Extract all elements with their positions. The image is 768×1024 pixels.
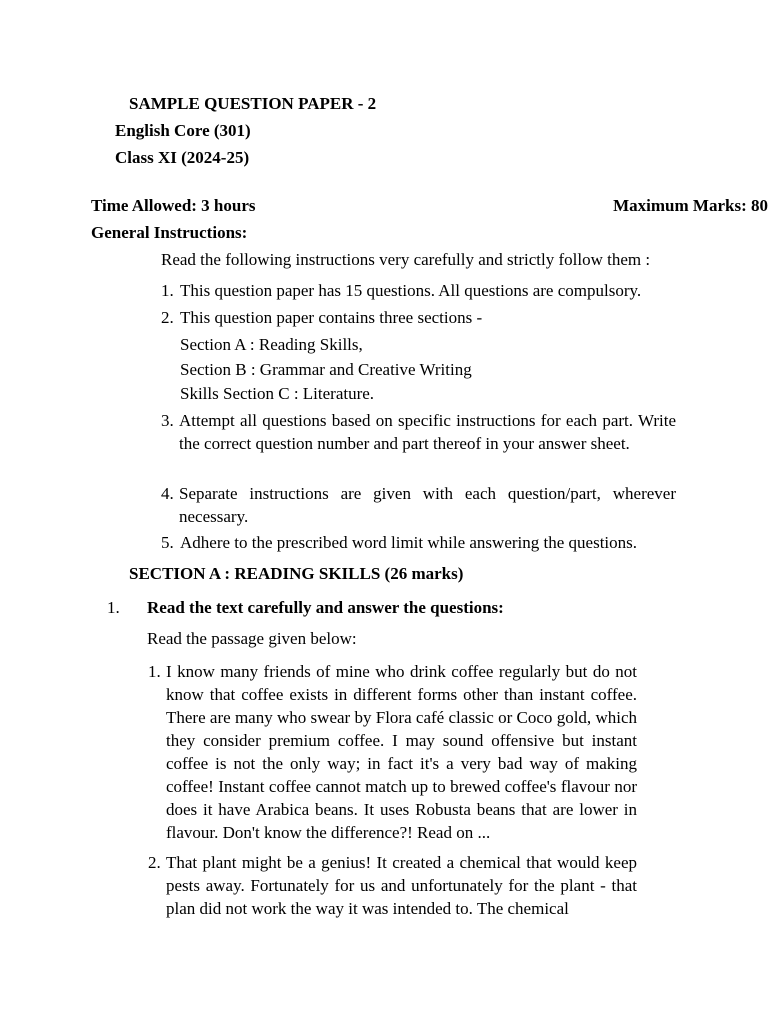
instructions-intro: Read the following instructions very carefully and strictly follow them : — [161, 250, 651, 269]
paper-title: SAMPLE QUESTION PAPER - 2 — [129, 94, 377, 113]
instruction-number: 4. — [161, 484, 174, 503]
instruction-text: This question paper has 15 questions. All questions are compulsory. — [180, 281, 642, 300]
instruction-text: Adhere to the prescribed word limit while answering the questions. — [180, 533, 637, 552]
instruction-number: 5. — [161, 533, 174, 552]
instruction-number: 3. — [161, 411, 174, 430]
instruction-text: Separate instructions are given with each question/part, wherever necessary. — [179, 484, 676, 526]
instruction-number: 2. — [161, 308, 174, 327]
passage-lead: Read the passage given below: — [147, 629, 357, 648]
section-a-heading: SECTION A : READING SKILLS (26 marks) — [129, 564, 464, 583]
time-allowed: Time Allowed: 3 hours — [91, 196, 256, 215]
maximum-marks: Maximum Marks: 80 — [613, 196, 768, 215]
passage-paragraph: That plant might be a genius! It created a chemical that would keep pests away. Fortunately for us and unfortunately for the plant - that plan did not work the way it was intended to. The chemical — [166, 853, 637, 918]
section-list-item: Skills Section C : Literature. — [180, 384, 375, 403]
question-number: 1. — [107, 598, 120, 617]
class-line: Class XI (2024-25) — [115, 148, 250, 167]
instructions-heading: General Instructions: — [91, 223, 248, 242]
paragraph-number: 2. — [148, 853, 161, 872]
instruction-text: This question paper contains three sections - — [180, 308, 483, 327]
instruction-number: 1. — [161, 281, 174, 300]
subject-line: English Core (301) — [115, 121, 251, 140]
section-list-item: Section A : Reading Skills, — [180, 335, 363, 354]
instruction-text: Attempt all questions based on specific instructions for each part. Write the correct question number and part thereof in your answer sheet. — [179, 411, 676, 453]
paragraph-number: 1. — [148, 662, 161, 681]
section-list-item: Section B : Grammar and Creative Writing — [180, 360, 472, 379]
passage-paragraph: I know many friends of mine who drink coffee regularly but do not know that coffee exists in different forms other than instant coffee. There are many who swear by Flora café classic or Coco gold, which they consider premium coffee. I may sound offensive but instant coffee is not the only way; in fact it's a very bad way of making coffee! Instant coffee cannot match up to brewed coffee's flavour nor does it have Arabica beans. It uses Robusta beans that are lower in flavour. Don't know the difference?! Read on ... — [166, 662, 637, 842]
question-prompt: Read the text carefully and answer the questions: — [147, 598, 504, 617]
